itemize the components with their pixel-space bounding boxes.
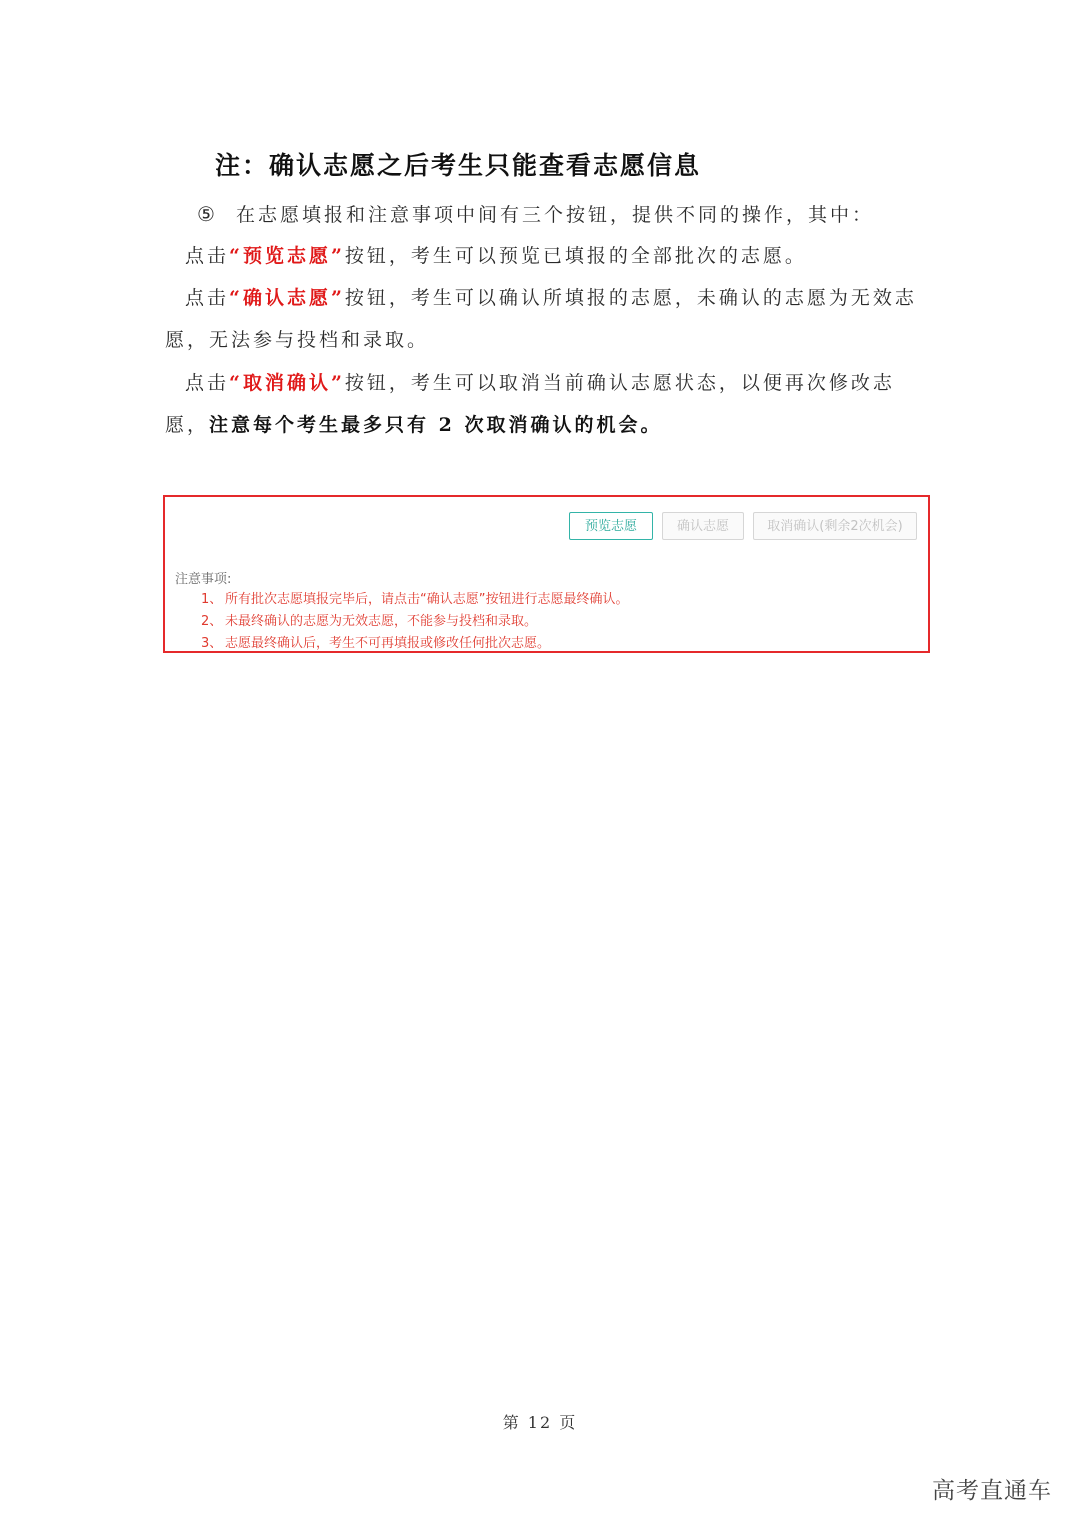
highlight-cancel: “取消确认” (229, 372, 345, 394)
notice-item (201, 633, 628, 655)
ui-screenshot-panel (163, 495, 930, 653)
bold-note: 注意每个考生最多只有 2 次取消确认的机会。 (209, 414, 663, 436)
notice-text: 未最终确认的志愿为无效志愿，不能参与投档和录取。 (225, 614, 538, 629)
notice-text: 所有批次志愿填报完毕后，请点击“确认志愿”按钮进行志愿最终确认。 (225, 592, 629, 607)
note-heading: 注：确认志愿之后考生只能查看志愿信息 (215, 151, 702, 180)
highlight-confirm: “确认志愿” (229, 287, 345, 309)
notice-number: 1、 (201, 592, 223, 607)
notice-text: 志愿最终确认后，考生不可再填报或修改任何批次志愿。 (225, 636, 551, 651)
paragraph-suffix: 按钮，考生可以预览已填报的全部批次的志愿。 (344, 245, 807, 267)
paragraph-prefix: 点击 (185, 287, 230, 309)
notice-title: 注意事项: (175, 572, 232, 587)
notice-number: 2、 (201, 614, 223, 629)
paragraph-suffix: 按钮，考生可以取消当前确认志愿状态，以便再次修改志愿， (165, 372, 895, 436)
highlight-preview: “预览志愿” (229, 245, 345, 267)
notice-list (201, 589, 628, 655)
paragraph-preview (165, 235, 955, 277)
notice-number: 3、 (201, 636, 223, 651)
paragraph-cancel (165, 362, 935, 446)
circled-number-five: ⑤ (197, 202, 218, 226)
paragraph-suffix: 按钮，考生可以确认所填报的志愿，未确认的志愿为无效志愿，无法参与投档和录取。 (165, 287, 917, 351)
watermark: 高考直通车 (932, 1478, 1052, 1504)
paragraph-text: 在志愿填报和注意事项中间有三个按钮，提供不同的操作，其中： (235, 204, 874, 226)
cancel-confirm-button[interactable]: 取消确认(剩余2次机会) (753, 512, 917, 540)
notice-item (201, 611, 628, 633)
paragraph-confirm (165, 277, 935, 361)
preview-button[interactable]: 预览志愿 (569, 512, 653, 540)
paragraph-prefix: 点击 (185, 372, 230, 394)
paragraph-buttons-intro (165, 193, 967, 236)
paragraph-prefix: 点击 (185, 245, 230, 267)
notice-item (201, 589, 628, 611)
confirm-button[interactable]: 确认志愿 (662, 512, 744, 540)
page-number: 第 12 页 (502, 1413, 578, 1432)
